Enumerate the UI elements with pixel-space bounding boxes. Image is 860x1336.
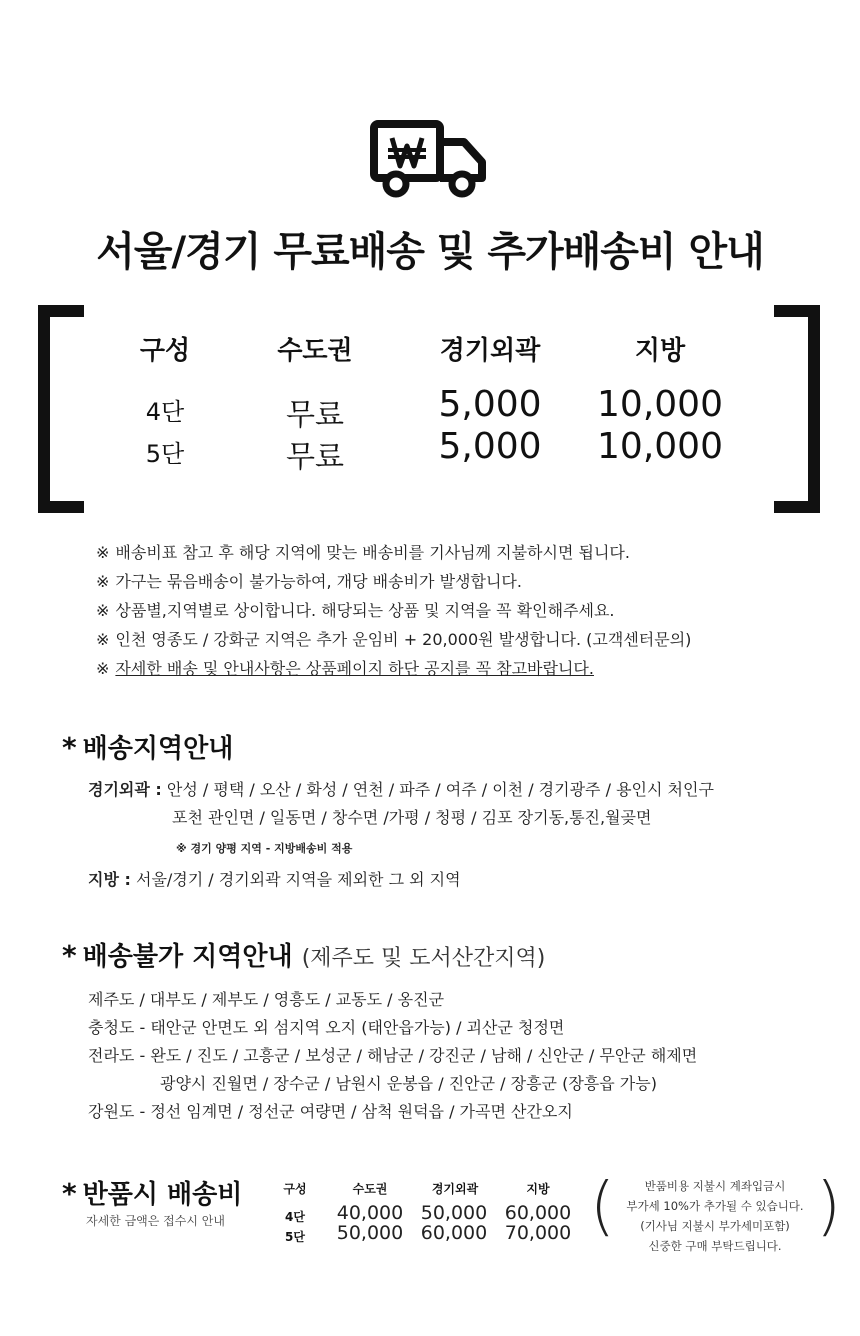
return-fee-subtitle: 자세한 금액은 접수시 안내 <box>86 1214 225 1228</box>
notice-paren-close: ) <box>816 1170 841 1244</box>
return-fee-title: * 반품시 배송비 <box>62 1177 243 1210</box>
outskirts-row <box>88 776 714 804</box>
truck-won-icon <box>370 120 490 200</box>
rate-header-regional: 지방 <box>634 336 686 366</box>
rate-cell: 무료 <box>286 398 344 433</box>
regional-text: 서울/경기 / 경기외곽 지역을 제외한 그 외 지역 <box>135 870 461 889</box>
rate-cell: 5,000 <box>438 384 542 425</box>
note-item: ※ 배송비표 참고 후 해당 지역에 맞는 배송비를 기사님께 지불하시면 됩니다. <box>96 543 630 562</box>
note-item: ※ 가구는 묶음배송이 불가능하여, 개당 배송비가 발생합니다. <box>96 572 522 591</box>
outskirts-list: 안성 / 평택 / 오산 / 화성 / 연천 / 파주 / 여주 / 이천 / 경기광주 / 용인시 처인구 <box>166 780 714 799</box>
rate-cell: 10,000 <box>597 426 723 467</box>
return-header: 경기외곽 <box>431 1182 479 1196</box>
page-title: 서울/경기 무료배송 및 추가배송비 안내 <box>96 229 764 275</box>
return-notice-line: (기사님 지불시 부가세미포함) <box>640 1219 790 1233</box>
note-item: ※ 인천 영종도 / 강화군 지역은 추가 운임비 + 20,000원 발생합니다. (고객센터문의) <box>96 630 692 649</box>
note-item: ※ 자세한 배송 및 안내사항은 상품페이지 하단 공지를 꼭 참고바랍니다. <box>96 659 594 678</box>
return-header: 수도권 <box>352 1182 388 1196</box>
no-delivery-subtitle: (제주도 및 도서산간지역) <box>301 946 546 971</box>
no-delivery-line: 제주도 / 대부도 / 제부도 / 영흥도 / 교동도 / 옹진군 <box>88 990 445 1009</box>
return-row-label: 5단 <box>285 1230 305 1244</box>
rate-cell: 무료 <box>286 440 344 475</box>
no-delivery-line: 강원도 - 정선 임계면 / 정선군 여량면 / 삼척 원덕읍 / 가곡면 산간오지 <box>88 1102 573 1121</box>
regional-row <box>88 866 461 894</box>
delivery-area-title: * 배송지역안내 <box>62 731 234 764</box>
no-delivery-line: 충청도 - 태안군 안면도 외 섬지역 오지 (태안읍가능) / 괴산군 청정면 <box>88 1018 565 1037</box>
note-item: ※ 상품별,지역별로 상이합니다. 해당되는 상품 및 지역을 꼭 확인해주세요. <box>96 601 615 620</box>
rate-cell: 5,000 <box>438 426 542 467</box>
outskirts-label: 경기외곽 : <box>88 780 162 799</box>
return-cell: 60,000 <box>420 1222 488 1244</box>
no-delivery-title: * 배송불가 지역안내 (제주도 및 도서산간지역) <box>62 939 546 972</box>
return-notice <box>612 1176 818 1256</box>
return-cell: 70,000 <box>504 1222 572 1244</box>
return-header: 지방 <box>526 1182 550 1196</box>
no-delivery-line: 전라도 - 완도 / 진도 / 고흥군 / 보성군 / 해남군 / 강진군 / 남해 / 신안군 / 무안군 해제면 <box>88 1046 698 1065</box>
return-cell: 40,000 <box>336 1202 404 1224</box>
no-delivery-line: 광양시 진월면 / 장수군 / 남원시 운봉읍 / 진안군 / 장흥군 (장흥읍 가능) <box>160 1074 657 1093</box>
return-cell: 50,000 <box>420 1202 488 1224</box>
rate-row-label: 5단 <box>145 440 185 468</box>
right-bracket <box>774 305 820 513</box>
rate-cell: 10,000 <box>597 384 723 425</box>
rate-header-composition: 구성 <box>139 336 191 366</box>
regional-label: 지방 : <box>88 870 131 889</box>
return-cell: 50,000 <box>336 1222 404 1244</box>
notice-paren-open: ( <box>590 1170 615 1244</box>
return-notice-line: 반품비용 지불시 계좌입금시 <box>644 1179 786 1193</box>
rate-header-capital: 수도권 <box>277 336 353 366</box>
shipping-notes <box>96 538 691 683</box>
outskirts-list-2: 포천 관인면 / 일동면 / 창수면 /가평 / 청평 / 김포 장기동,통진,월곶면 <box>172 808 652 827</box>
return-notice-line: 부가세 10%가 추가될 수 있습니다. <box>626 1199 804 1213</box>
rate-header-outskirts: 경기외곽 <box>439 336 541 366</box>
return-cell: 60,000 <box>504 1202 572 1224</box>
rate-row-label: 4단 <box>145 398 185 426</box>
yangpyeong-note: ※ 경기 양평 지역 - 지방배송비 적용 <box>176 842 353 855</box>
return-notice-line: 신중한 구매 부탁드립니다. <box>648 1239 782 1253</box>
return-header: 구성 <box>283 1182 307 1196</box>
return-row-label: 4단 <box>285 1210 305 1224</box>
left-bracket <box>38 305 84 513</box>
